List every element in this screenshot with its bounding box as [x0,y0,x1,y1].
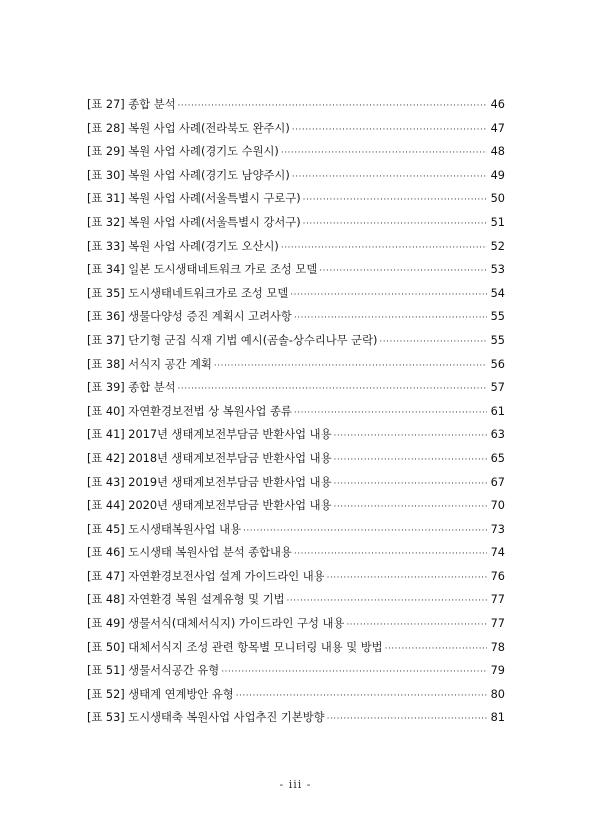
toc-entry-page: 53 [490,263,505,277]
toc-entry-label: [표 51] 생물서식공간 유형 [87,664,220,678]
toc-entry-label: [표 28] 복원 사업 사례(전라북도 완주시) [87,121,290,135]
toc-entry[interactable] [87,329,505,353]
toc-entry-page: 46 [490,98,505,111]
toc-entry[interactable] [87,612,505,636]
toc-entry-page: 56 [490,357,505,371]
toc-entry-label: [표 30] 복원 사업 사례(경기도 남양주시) [87,168,290,182]
toc-dot-leader [236,685,487,709]
toc-entry[interactable] [87,93,505,117]
toc-entry-label: [표 44] 2020년 생태계보전부담금 반환사업 내용 [87,499,332,513]
toc-entry-label: [표 42] 2018년 생태계보전부담금 반환사업 내용 [87,451,332,465]
toc-entry-label: [표 47] 자연환경보전사업 설계 가이드라인 내용 [87,569,325,583]
toc-entry-page: 70 [490,499,505,513]
toc-entry-page: 81 [490,711,505,725]
toc-entry-page: 74 [490,546,505,560]
toc-entry-page: 50 [490,192,505,206]
toc-dot-leader [178,378,487,402]
toc-entry[interactable] [87,235,505,259]
toc-dot-leader [385,638,487,662]
toc-entry[interactable] [87,305,505,329]
toc-dot-leader [303,213,487,237]
toc-entry-page: 57 [490,381,505,395]
toc-dot-leader [243,520,487,544]
toc-entry-page: 77 [490,617,505,631]
toc-entry-label: [표 40] 자연환경보전법 상 복원사업 종류 [87,404,292,418]
toc-entry-page: 79 [490,664,505,678]
toc-dot-leader [214,355,487,379]
toc-entry-label: [표 48] 자연환경 복원 설계유형 및 기법 [87,593,285,607]
toc-entry[interactable] [87,423,505,447]
toc-entry-label: [표 52] 생태계 연계방안 유형 [87,687,234,701]
toc-entry[interactable] [87,164,505,188]
toc-dot-leader [178,95,487,119]
toc-entry-label: [표 41] 2017년 생태계보전부담금 반환사업 내용 [87,428,332,442]
toc-entry[interactable] [87,376,505,400]
toc-entry[interactable] [87,636,505,660]
toc-entry-label: [표 34] 일본 도시생태네트워크 가로 조성 모델 [87,263,318,277]
toc-entry-page: 51 [490,215,505,229]
toc-dot-leader [281,237,487,261]
toc-dot-leader [290,284,487,308]
toc-entry[interactable] [87,588,505,612]
toc-dot-leader [334,449,487,473]
toc-entry-label: [표 50] 대체서식지 조성 관련 항목별 모니터링 내용 및 방법 [87,640,383,654]
toc-entry-page: 55 [490,333,505,347]
toc-entry-label: [표 38] 서식지 공간 계획 [87,357,212,371]
toc-entry-page: 47 [490,121,505,135]
toc-entry[interactable] [87,494,505,518]
toc-entry[interactable] [87,400,505,424]
toc-entry[interactable] [87,518,505,542]
toc-dot-leader [294,402,487,426]
toc-entry-label: [표 43] 2019년 생태계보전부담금 반환사업 내용 [87,475,332,489]
toc-entry[interactable] [87,471,505,495]
toc-dot-leader [294,543,487,567]
toc-entry-label: [표 45] 도시생태복원사업 내용 [87,522,242,536]
toc-entry[interactable] [87,282,505,306]
page-number-footer: - iii - [279,778,312,791]
toc-entry-page: 54 [490,286,505,300]
toc-entry-page: 76 [490,569,505,583]
toc-entry-label: [표 39] 종합 분석 [87,381,176,395]
toc-entry-page: 77 [490,593,505,607]
toc-dot-leader [292,166,487,190]
toc-entry-page: 49 [490,168,505,182]
toc-dot-leader [379,331,487,355]
toc-dot-leader [281,142,487,166]
toc-entry[interactable] [87,706,505,730]
toc-entry-label: [표 31] 복원 사업 사례(서울특별시 구로구) [87,192,301,206]
toc-entry[interactable] [87,140,505,164]
toc-entry-page: 65 [490,451,505,465]
toc-entry[interactable] [87,187,505,211]
toc-entry-page: 63 [490,428,505,442]
toc-entry-page: 80 [490,687,505,701]
toc-entry-page: 67 [490,475,505,489]
toc-entry[interactable] [87,659,505,683]
toc-entry-label: [표 33] 복원 사업 사례(경기도 오산시) [87,239,279,253]
toc-dot-leader [334,496,487,520]
toc-entry[interactable] [87,117,505,141]
toc-entry[interactable] [87,211,505,235]
toc-entry-label: [표 49] 생물서식(대체서식지) 가이드라인 구성 내용 [87,617,345,631]
toc-entry-label: [표 32] 복원 사업 사례(서울특별시 강서구) [87,215,301,229]
toc-entry-page: 61 [490,404,505,418]
toc-entry[interactable] [87,258,505,282]
toc-dot-leader [334,473,487,497]
toc-entry-page: 52 [490,239,505,253]
toc-entry-page: 73 [490,522,505,536]
toc-entry-label: [표 53] 도시생태축 복원사업 사업추진 기본방향 [87,711,325,725]
toc-dot-leader [327,708,487,732]
toc-dot-leader [221,661,487,685]
toc-dot-leader [319,260,487,284]
toc-dot-leader [292,119,487,143]
toc-entry-label: [표 36] 생물다양성 증진 계획시 고려사항 [87,310,292,324]
toc-dot-leader [346,614,487,638]
toc-dot-leader [287,590,487,614]
toc-entry-label: [표 37] 단기형 군집 식재 기법 예시(곰솔-상수리나무 군락) [87,333,378,347]
toc-entry[interactable] [87,683,505,707]
toc-entry-label: [표 29] 복원 사업 사례(경기도 수원시) [87,145,279,159]
toc-dot-leader [334,425,487,449]
toc-entry-label: [표 35] 도시생태네트워크가로 조성 모델 [87,286,289,300]
table-of-contents [87,93,505,730]
toc-dot-leader [294,307,487,331]
toc-entry[interactable] [87,447,505,471]
toc-entry-page: 48 [490,145,505,159]
toc-entry-label: [표 27] 종합 분석 [87,98,176,111]
toc-dot-leader [303,189,487,213]
toc-entry[interactable] [87,353,505,377]
toc-entry-label: [표 46] 도시생태 복원사업 분석 종합내용 [87,546,292,560]
toc-entry[interactable] [87,565,505,589]
toc-entry-page: 55 [490,310,505,324]
toc-entry-page: 78 [490,640,505,654]
toc-dot-leader [327,567,487,591]
toc-entry[interactable] [87,541,505,565]
